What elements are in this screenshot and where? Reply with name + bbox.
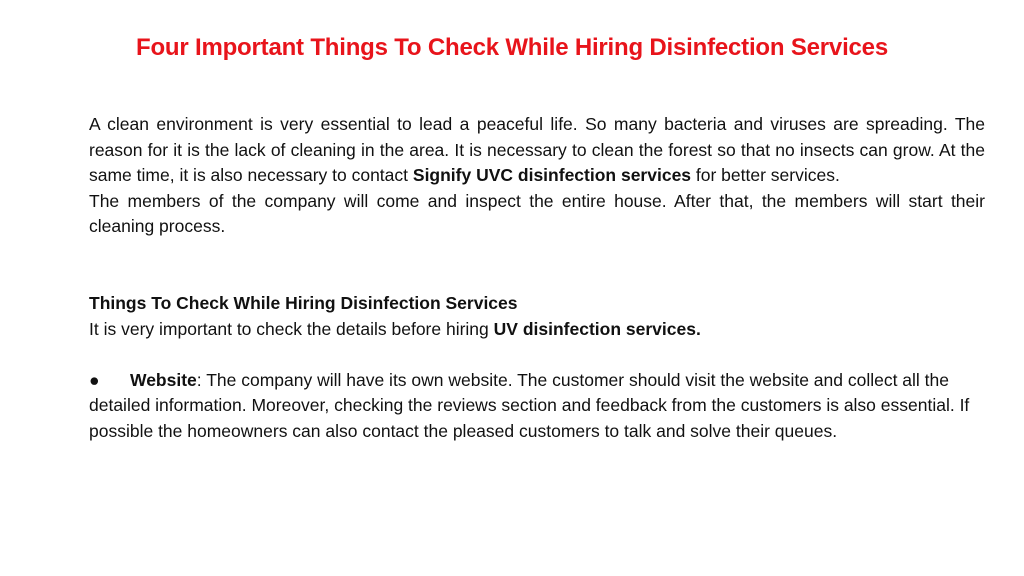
uv-disinfection-bold-text: UV disinfection services.: [493, 318, 701, 339]
intro-text-start: A clean environment is very essential to lead a peaceful life. So many bacteria and viruses are spreading. The reason for it is the lack of cleaning in the area. It is necessary to clean the forest so that no insects can grow. At the same time, it is also necessary to contact: [89, 114, 985, 186]
section-intro: [89, 317, 985, 343]
signify-uvc-link-text: Signify UVC disinfection services: [412, 165, 692, 186]
slide-content: [89, 112, 985, 445]
intro-text-end: for better services.: [691, 165, 840, 186]
bullet-label: Website: [130, 369, 197, 390]
bullet-item-website: [89, 368, 985, 445]
section-intro-text: It is very important to check the details before hiring: [89, 318, 494, 339]
section-heading: Things To Check While Hiring Disinfection Services: [89, 292, 518, 313]
bullet-text: : The company will have its own website. The customer should visit the website and collect all the detailed information. Moreover, checking the reviews section and feedback from the customers is also essential. If possible the homeowners can also contact the pleased customers to talk and solve their queues.: [89, 369, 970, 441]
slide-title: Four Important Things To Check While Hiring Disinfection Services: [136, 34, 888, 61]
spacer: [89, 342, 985, 368]
intro-paragraph: [89, 112, 985, 189]
bullet-icon: ●: [89, 369, 100, 390]
spacer: [89, 240, 985, 291]
second-paragraph: The members of the company will come and inspect the entire house. After that, the members will start their cleaning process.: [89, 190, 985, 237]
